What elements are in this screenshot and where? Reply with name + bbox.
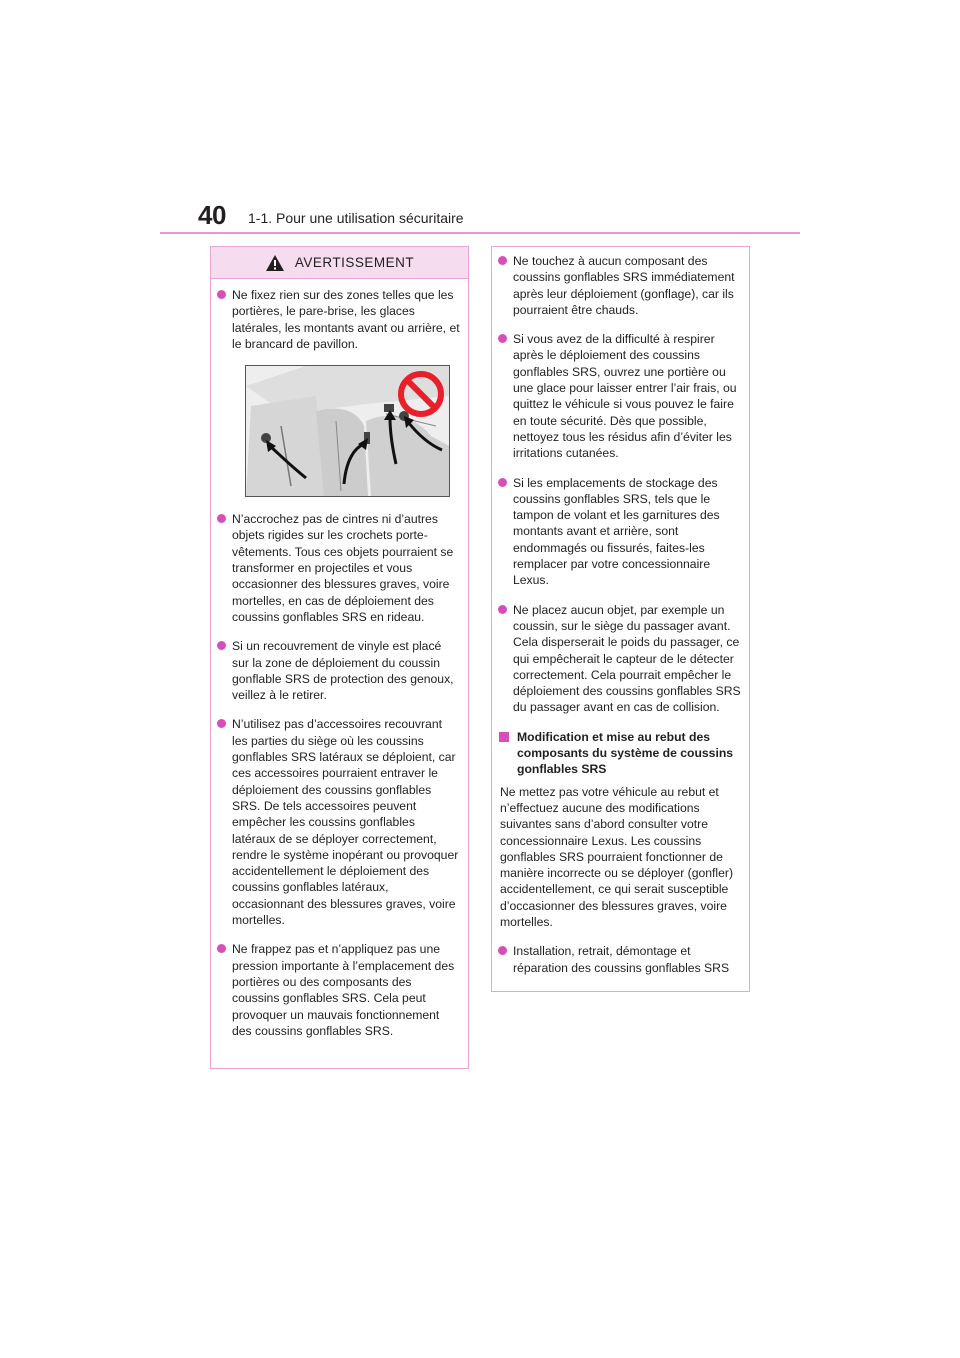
- bullet-dot-icon: [217, 514, 226, 523]
- car-interior-illustration: [245, 365, 450, 497]
- warning-label: AVERTISSEMENT: [294, 255, 415, 270]
- section-title: 1-1. Pour une utilisation sécuritaire: [248, 210, 464, 226]
- warning-panel-right: [491, 246, 750, 992]
- list-item: Ne fixez rien sur des zones telles que les portières, le pare-brise, les glaces latérales, les montants avant ou arrière, et le brancard de pavillon.: [219, 287, 460, 352]
- bullet-dot-icon: [498, 256, 507, 265]
- list-item: N’utilisez pas d’accessoires recouvrant les parties du siège où les coussins gonflables SRS latéraux se déploient, car ces accessoires pourraient entraver le déploiement des coussins gonflables SRS. De tels accessoires peuvent empêcher les coussins gonflables latéraux de se déployer correctement, rendre le système inopérant ou provoquer accidentellement le déploiement des coussins gonflables latéraux, occasionnant des blessures graves, voire mortelles.: [219, 716, 460, 928]
- warning-triangle-icon: [265, 254, 285, 272]
- list-item: N’accrochez pas de cintres ni d’autres objets rigides sur les crochets porte-vêtements. Tous ces objets pourraient se transformer en projectiles et vous occasionner des blessures graves, voire mortelles, en cas de déploiement des coussins gonflables SRS en rideau.: [219, 511, 460, 625]
- header-rule: [160, 232, 800, 234]
- list-item: Ne placez aucun objet, par exemple un coussin, sur le siège du passager avant. Cela disperserait le poids du passager, ce qui empêcherait le capteur de le détecter correctement. Cela pourrait empêcher le déploiement des coussins gonflables SRS du passager avant en cas de collision.: [500, 602, 741, 716]
- list-item: Si vous avez de la difficulté à respirer après le déploiement des coussins gonflables SRS, ouvrez une portière ou une glace pour laisser entrer l’air frais, ou quittez le véhicule si vous pouvez le faire en toute sécurité. Dès que possible, nettoyez tous les résidus afin d’éviter les irritations cutanées.: [500, 331, 741, 461]
- list-item: Ne touchez à aucun composant des coussins gonflables SRS immédiatement après leur déploiement (gonflage), car ils pourraient être chauds.: [500, 253, 741, 318]
- bullet-dot-icon: [217, 944, 226, 953]
- bullet-dot-icon: [217, 641, 226, 650]
- list-item: Ne frappez pas et n’appliquez pas une pression importante à l’emplacement des portières ou des composants des coussins gonflables SRS. Cela peut provoquer un mauvais fonctionnement des coussins gonflables SRS.: [219, 941, 460, 1039]
- paragraph: Ne mettez pas votre véhicule au rebut et n’effectuez aucune des modifications suivantes sans d’abord consulter votre concessionnaire Lexus. Les coussins gonflables SRS pourraient fonctionner de manière incorrecte ou se déployer (gonfler) accidentellement, ce qui serait susceptible d’occasionner des blessures graves, voire mortelles.: [500, 784, 734, 929]
- warning-panel-left: [210, 246, 469, 1069]
- list-item: Installation, retrait, démontage et réparation des coussins gonflables SRS: [500, 943, 741, 976]
- bullet-dot-icon: [498, 478, 507, 487]
- list-item: Si les emplacements de stockage des coussins gonflables SRS, tels que le tampon de volant et les garnitures des montants avant et arrière, sont endommagés ou fissurés, faites-les remplacer par votre concessionnaire Lexus.: [500, 475, 741, 589]
- bullet-dot-icon: [498, 605, 507, 614]
- bullet-dot-icon: [217, 290, 226, 299]
- bullet-dot-icon: [217, 719, 226, 728]
- bullet-dot-icon: [498, 946, 507, 955]
- warning-header: [211, 247, 468, 279]
- bullet-dot-icon: [498, 334, 507, 343]
- list-item: Si un recouvrement de vinyle est placé sur la zone de déploiement du coussin gonflable SRS de protection des genoux, veillez à le retirer.: [219, 638, 460, 703]
- prohibition-icon: [397, 370, 445, 418]
- subsection-heading: Modification et mise au rebut des composants du système de coussins gonflables SRS: [500, 729, 741, 778]
- page-number: 40: [198, 200, 226, 230]
- square-bullet-icon: [499, 732, 509, 742]
